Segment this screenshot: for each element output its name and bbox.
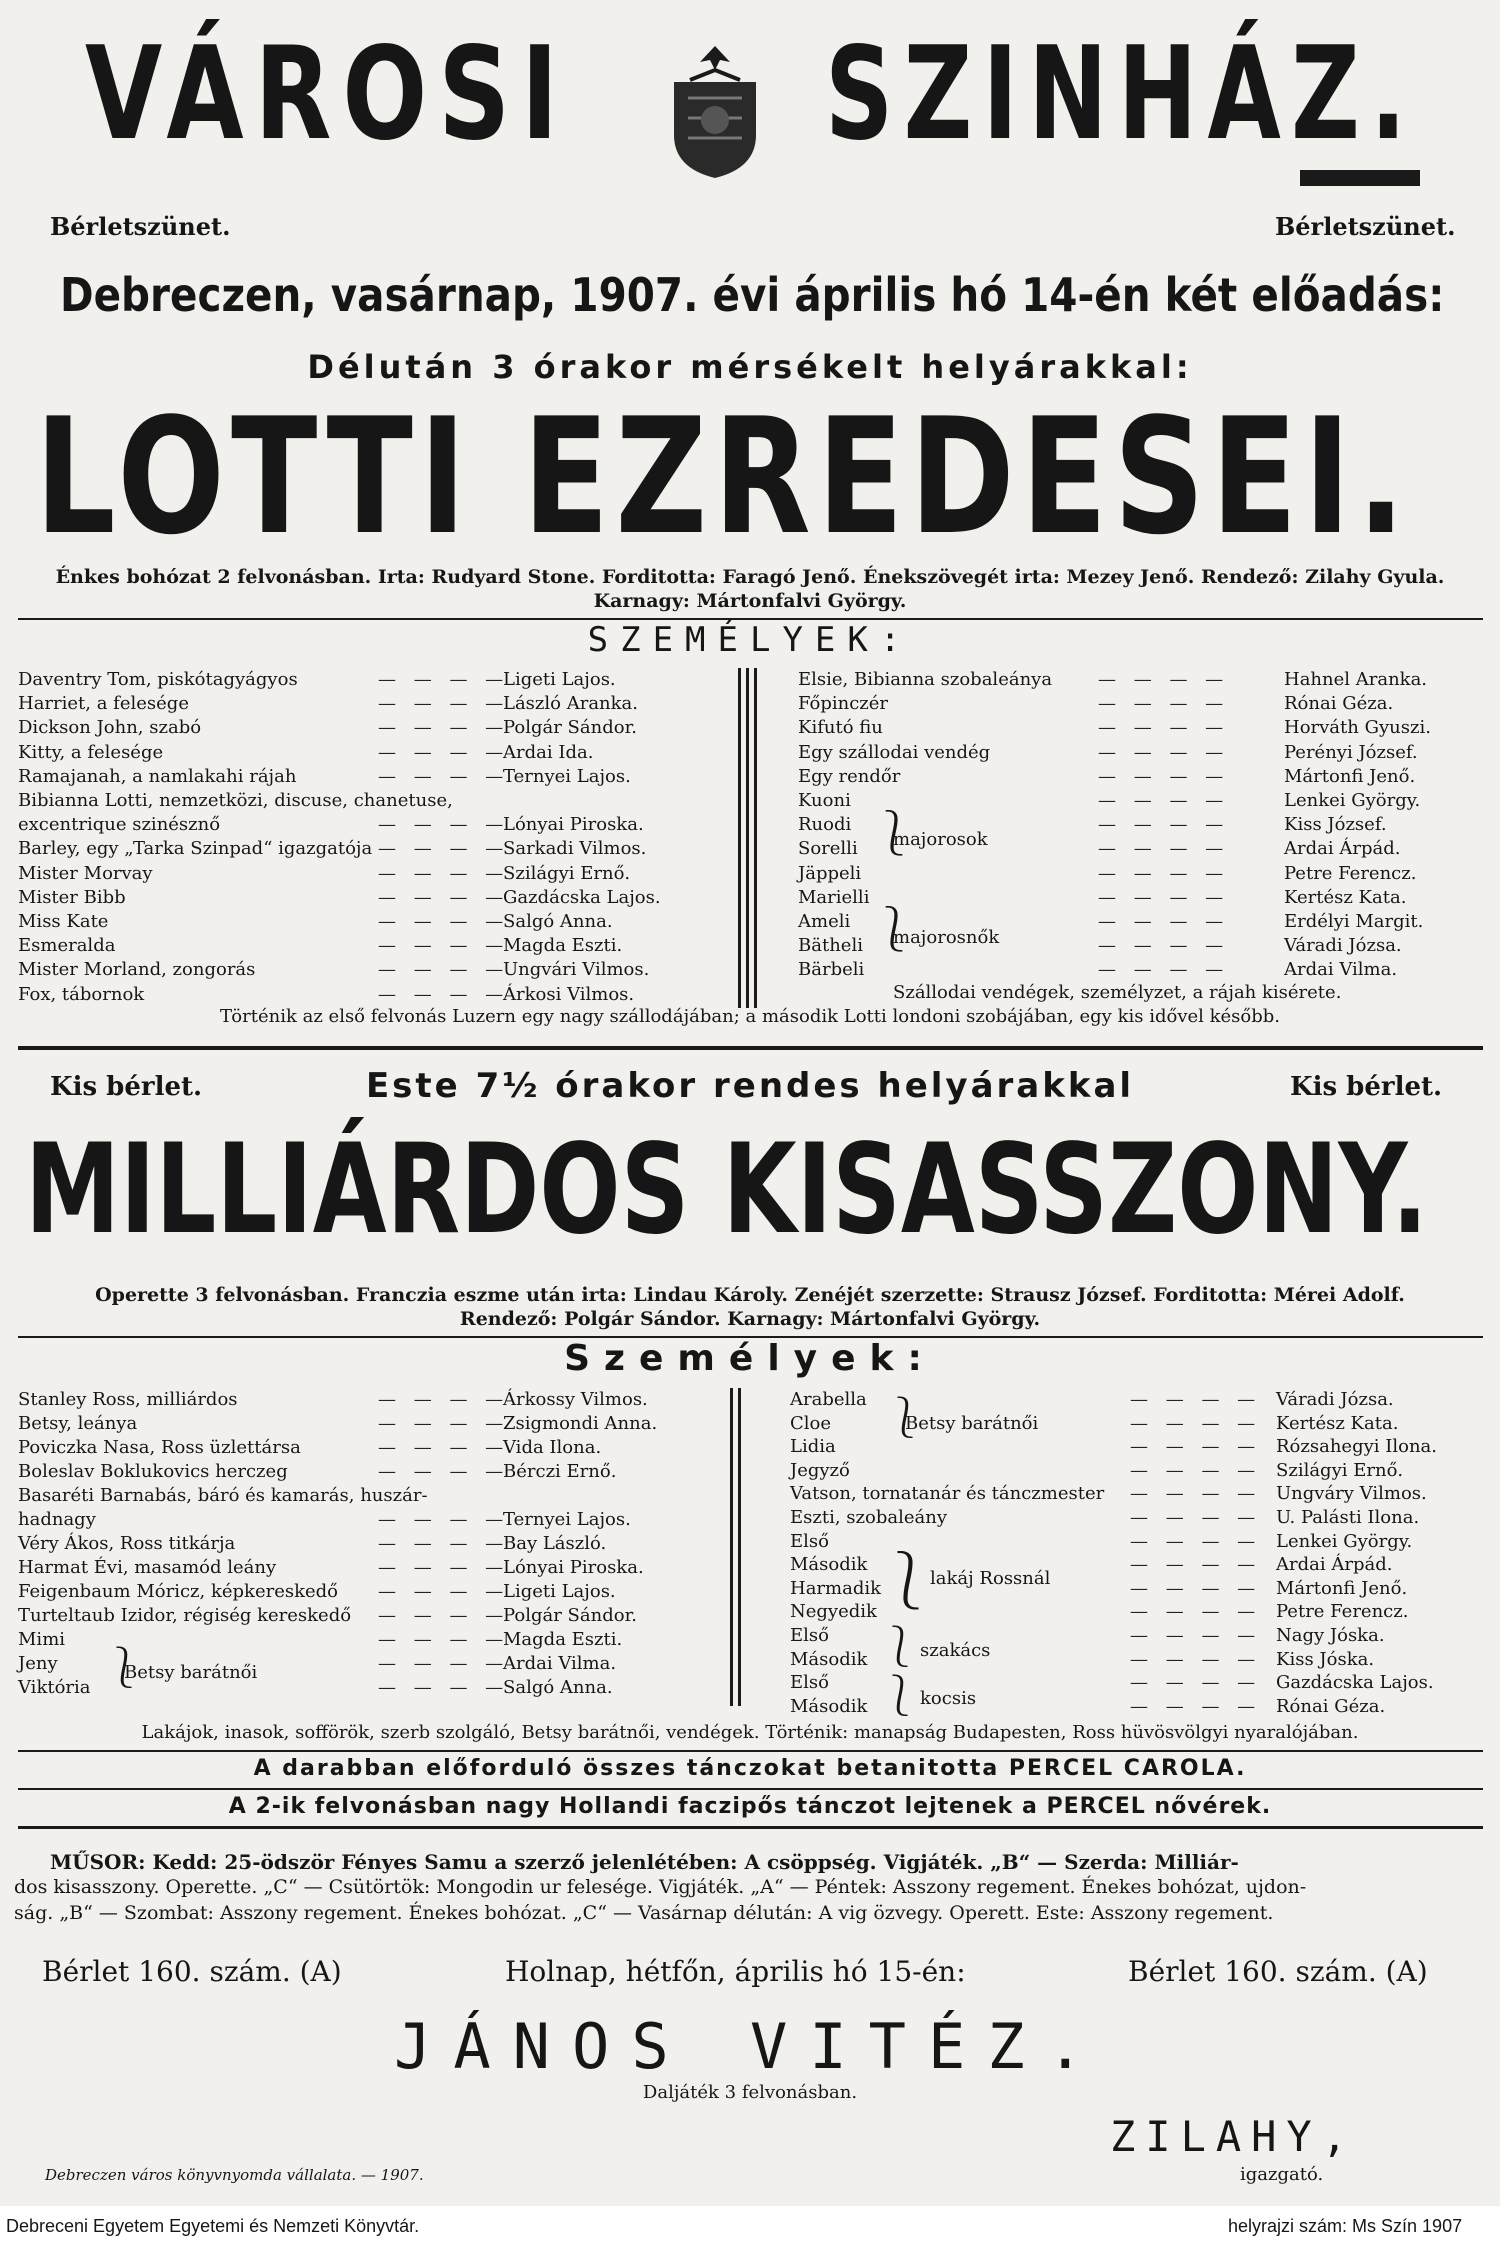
actor-name: Salgó Anna. xyxy=(503,911,613,932)
leader-dashes: — — — — xyxy=(1130,1459,1262,1481)
cast-row xyxy=(790,1459,1488,1483)
actor-name: Szilágyi Ernő. xyxy=(503,862,631,884)
leader-dashes: — — — — xyxy=(1098,814,1230,836)
leader-dashes: — — — — xyxy=(378,886,510,908)
role-name: Daventry Tom, piskótagyágyos xyxy=(18,669,298,690)
leader-dashes: — — — — xyxy=(378,669,510,690)
program-line-3: ság. „B“ — Szombat: Asszony regement. Énekes bohózat. „C“ — Vasárnap délután: A vig özvegy. Operett. Este: Asszony regement. xyxy=(14,1902,1274,1924)
header-right-note: Bérletszünet. xyxy=(1275,212,1456,241)
cast-row xyxy=(18,1508,718,1532)
right-group-1: Betsy barátnői xyxy=(905,1413,1039,1434)
group-women: majorosnők xyxy=(893,927,1000,948)
cast-row xyxy=(18,837,718,861)
cast-row xyxy=(18,741,718,765)
cast-row xyxy=(18,1556,718,1580)
leader-dashes: — — — — xyxy=(1130,1672,1262,1694)
cast-row xyxy=(18,765,718,789)
signature-name: ZILAHY, xyxy=(1110,2112,1358,2161)
play1-extras: Szállodai vendégek, személyzet, a rájah kisérete. xyxy=(893,982,1342,1003)
signature-role: igazgató. xyxy=(1240,2164,1324,2185)
actor-name: Ungvári Vilmos. xyxy=(503,959,650,981)
leader-dashes: — — — — xyxy=(378,693,510,715)
archive-footer xyxy=(0,2206,1500,2242)
leader-dashes: — — — — xyxy=(378,959,510,981)
leader-dashes: — — — — xyxy=(1130,1436,1262,1458)
actor-name: Gazdácska Lajos. xyxy=(503,886,661,908)
leader-dashes: — — — — xyxy=(378,1557,510,1578)
actor-name: Gazdácska Lajos. xyxy=(1276,1672,1434,1694)
role-name: Kuoni xyxy=(798,790,851,811)
leader-dashes: — — — — xyxy=(1130,1601,1262,1623)
leader-dashes: — — — — xyxy=(1130,1648,1262,1670)
actor-name: Nagy Jóska. xyxy=(1276,1625,1385,1646)
column-divider xyxy=(738,1388,741,1706)
role-name: Esmeralda xyxy=(18,935,116,957)
leader-dashes: — — — — xyxy=(378,814,510,836)
leader-dashes: — — — — xyxy=(378,983,510,1005)
title-underline xyxy=(1300,170,1420,186)
play2-extras: Lakájok, inasok, sofförök, szerb szolgáló, Betsy barátnői, vendégek. Történik: manapság Budapesten, Ross hüvösvölgyi nyaralójában. xyxy=(141,1722,1359,1743)
leader-dashes: — — — — xyxy=(1098,741,1230,763)
role-name: Negyedik xyxy=(790,1601,877,1623)
brace-icon: ⎱ xyxy=(885,1395,925,1441)
play2-cast-heading: Személyek: xyxy=(564,1338,936,1379)
leader-dashes: — — — — xyxy=(378,765,510,787)
leader-dashes: — — — — xyxy=(378,1533,510,1554)
cast-row xyxy=(18,910,718,934)
cast-row xyxy=(18,983,718,1007)
role-name: Első xyxy=(790,1625,829,1646)
actor-name: Árkossy Vilmos. xyxy=(503,1389,648,1410)
role-name: Cloe xyxy=(790,1412,832,1434)
leader-dashes: — — — — xyxy=(378,838,510,860)
role-name: Jegyző xyxy=(790,1459,850,1481)
leader-dashes: — — — — xyxy=(378,911,510,932)
leader-dashes: — — — — xyxy=(378,1629,510,1650)
role-name: Marielli xyxy=(798,886,870,908)
role-name: Ramajanah, a namlakahi rájah xyxy=(18,765,297,787)
actor-name: Zsigmondi Anna. xyxy=(503,1413,658,1434)
left-group-label: Betsy barátnői xyxy=(124,1662,258,1683)
role-name: Mimi xyxy=(18,1629,66,1650)
leader-dashes: — — — — xyxy=(378,935,510,957)
leader-dashes: — — — — xyxy=(378,1677,510,1698)
role-name: Fox, tábornok xyxy=(18,983,145,1005)
role-name: Sorelli xyxy=(798,838,858,860)
play2-time-line: Este 7½ órakor rendes helyárakkal xyxy=(365,1066,1135,1106)
role-name: Második xyxy=(790,1554,868,1576)
play1-cast-heading: SZEMÉLYEK: xyxy=(587,620,913,660)
dance-note-1: A darabban előforduló összes tánczokat betanitotta PERCEL CAROLA. xyxy=(253,1756,1247,1781)
leader-dashes: — — — — xyxy=(1098,838,1230,860)
actor-name: Mártonfi Jenő. xyxy=(1284,765,1416,787)
cast-row xyxy=(18,862,718,886)
divider xyxy=(18,1750,1483,1752)
right-group-2: lakáj Rossnál xyxy=(930,1568,1051,1589)
actor-name: Vida Ilona. xyxy=(503,1437,602,1458)
leader-dashes: — — — — xyxy=(1130,1577,1262,1599)
cast-row xyxy=(18,886,718,910)
cast-row xyxy=(18,958,718,982)
cast-row xyxy=(18,1580,718,1604)
role-name: Poviczka Nasa, Ross üzlettársa xyxy=(18,1437,301,1458)
printer-note: Debreczen város könyvnyomda vállalata. — 1907. xyxy=(45,2166,424,2184)
role-name: Basaréti Barnabás, báró és kamarás, huszár- xyxy=(18,1485,428,1506)
cast-row xyxy=(18,1460,718,1484)
tomorrow-subtitle: Daljáték 3 felvonásban. xyxy=(642,2082,858,2103)
actor-name: Lónyai Piroska. xyxy=(503,814,644,836)
leader-dashes: — — — — xyxy=(378,1509,510,1530)
actor-name: Ternyei Lajos. xyxy=(503,1509,631,1530)
tomorrow-center: Holnap, hétfőn, április hó 15-én: xyxy=(505,1955,966,1988)
actor-name: Árkosi Vilmos. xyxy=(503,983,635,1005)
role-name: Második xyxy=(790,1695,868,1717)
actor-name: Kertész Kata. xyxy=(1284,886,1407,908)
coat-of-arms-icon xyxy=(660,40,770,180)
brace-icon: ⎱ xyxy=(104,1645,144,1691)
tomorrow-title: JÁNOS VITÉZ. xyxy=(394,2010,1106,2083)
right-group-3: szakács xyxy=(920,1640,991,1661)
actor-name: Ternyei Lajos. xyxy=(503,765,631,787)
role-name: Kitty, a felesége xyxy=(18,741,164,763)
actor-name: Petre Ferencz. xyxy=(1276,1601,1409,1623)
group-men: majorosok xyxy=(893,829,988,850)
role-name: Első xyxy=(790,1672,829,1694)
role-name: Egy szállodai vendég xyxy=(798,741,991,763)
actor-name: Ardai Árpád. xyxy=(1284,838,1401,860)
actor-name: Polgár Sándor. xyxy=(503,717,637,739)
leader-dashes: — — — — xyxy=(1130,1625,1262,1646)
leader-dashes: — — — — xyxy=(1130,1554,1262,1576)
actor-name: Szilágyi Ernő. xyxy=(1276,1459,1404,1481)
role-name: Bärbeli xyxy=(798,959,865,981)
actor-name: Magda Eszti. xyxy=(503,1629,623,1650)
role-name: Boleslav Boklukovics herczeg xyxy=(18,1461,288,1482)
play2-credits-2: Rendező: Polgár Sándor. Karnagy: Mártonfalvi György. xyxy=(459,1308,1041,1330)
role-name: Turteltaub Izidor, régiség kereskedő xyxy=(18,1605,352,1626)
leader-dashes: — — — — xyxy=(1130,1483,1262,1505)
date-line: Debreczen, vasárnap, 1907. évi április hó 14-én két előadás: xyxy=(60,268,1445,322)
leader-dashes: — — — — xyxy=(1130,1507,1262,1528)
leader-dashes: — — — — xyxy=(1098,886,1230,908)
role-name: Bätheli xyxy=(798,935,863,957)
role-name: excentrique szinésznő xyxy=(18,814,221,836)
leader-dashes: — — — — xyxy=(378,1437,510,1458)
leader-dashes: — — — — xyxy=(378,1605,510,1626)
role-name: Jeny xyxy=(18,1653,58,1674)
role-name: hadnagy xyxy=(18,1509,96,1530)
role-name: Ruodi xyxy=(798,814,852,836)
column-divider xyxy=(754,668,757,1008)
actor-name: Polgár Sándor. xyxy=(503,1605,637,1626)
play1-setting: Történik az első felvonás Luzern egy nagy szállodájában; a második Lotti londoni szobájában, egy kis idővel később. xyxy=(219,1006,1281,1027)
actor-name: László Aranka. xyxy=(503,693,639,715)
actor-name: Váradi Józsa. xyxy=(1276,1389,1394,1410)
actor-name: Kertész Kata. xyxy=(1276,1412,1399,1434)
right-group-4: kocsis xyxy=(920,1688,977,1709)
actor-name: Lenkei György. xyxy=(1284,790,1421,811)
leader-dashes: — — — — xyxy=(378,717,510,739)
actor-name: Horváth Gyuszi. xyxy=(1284,717,1431,739)
cast-row xyxy=(798,741,1488,765)
role-name: Első xyxy=(790,1530,829,1552)
tomorrow-left: Bérlet 160. szám. (A) xyxy=(42,1955,342,1988)
role-name: Második xyxy=(790,1648,868,1670)
actor-name: Bérczi Ernő. xyxy=(503,1461,617,1482)
leader-dashes: — — — — xyxy=(1130,1695,1262,1717)
actor-name: Rónai Géza. xyxy=(1276,1695,1386,1717)
leader-dashes: — — — — xyxy=(1098,959,1230,981)
brace-icon: ⎱ xyxy=(872,904,916,955)
leader-dashes: — — — — xyxy=(1098,911,1230,932)
leader-dashes: — — — — xyxy=(378,1461,510,1482)
leader-dashes: — — — — xyxy=(378,1389,510,1410)
title-left: VÁROSI xyxy=(85,20,570,169)
brace-icon: ⎱ xyxy=(880,1549,936,1614)
actor-name: Mártonfi Jenő. xyxy=(1276,1577,1408,1599)
leader-dashes: — — — — xyxy=(378,1413,510,1434)
play1-credits: Énkes bohózat 2 felvonásban. Irta: Rudyard Stone. Forditotta: Faragó Jenő. Énekszövegét irta: Mezey Jenő. Rendező: Zilahy Gyula. xyxy=(55,566,1445,588)
role-name: Bibianna Lotti, nemzetközi, discuse, chanetuse, xyxy=(18,790,453,811)
actor-name: Ardai Árpád. xyxy=(1276,1554,1393,1576)
title-right: SZINHÁZ. xyxy=(825,20,1417,169)
role-name: Harriet, a felesége xyxy=(18,693,189,715)
role-name: Betsy, leánya xyxy=(18,1413,138,1434)
role-name: Miss Kate xyxy=(18,911,109,932)
role-name: Dickson John, szabó xyxy=(18,717,202,739)
role-name: Harmadik xyxy=(790,1577,882,1599)
brace-icon: ⎱ xyxy=(872,808,916,859)
column-divider xyxy=(730,1388,733,1706)
role-name: Lidia xyxy=(790,1436,836,1458)
actor-name: Rózsahegyi Ilona. xyxy=(1276,1436,1438,1458)
actor-name: Erdélyi Margit. xyxy=(1284,911,1424,932)
actor-name: Lónyai Piroska. xyxy=(503,1557,644,1578)
role-name: Kifutó fiu xyxy=(798,717,883,739)
cast-row xyxy=(790,1506,1488,1530)
cast-row xyxy=(18,1388,718,1412)
cast-row xyxy=(798,765,1488,789)
cast-row xyxy=(18,1436,718,1460)
role-name: Elsie, Bibianna szobaleánya xyxy=(798,669,1053,690)
actor-name: Magda Eszti. xyxy=(503,935,623,957)
role-name: Vatson, tornatanár és tánczmester xyxy=(790,1483,1105,1505)
actor-name: Ardai Ida. xyxy=(503,741,594,763)
leader-dashes: — — — — xyxy=(1098,765,1230,787)
play2-credits: Operette 3 felvonásban. Franczia eszme után irta: Lindau Károly. Zenéjét szerzette: Strausz József. Forditotta: Mérei Adolf. xyxy=(95,1284,1405,1306)
cast-row xyxy=(18,1412,718,1436)
column-divider xyxy=(746,668,749,1008)
actor-name: Bay László. xyxy=(503,1533,607,1554)
leader-dashes: — — — — xyxy=(378,741,510,763)
actor-name: Rónai Géza. xyxy=(1284,693,1394,715)
role-name: Jäppeli xyxy=(798,862,862,884)
footer-right: helyrajzi szám: Ms Szín 1907 xyxy=(1228,2216,1463,2236)
header-left-note: Bérletszünet. xyxy=(50,212,231,241)
actor-name: Salgó Anna. xyxy=(503,1677,613,1698)
role-name: Viktória xyxy=(18,1677,91,1698)
play1-credits-2: Karnagy: Mártonfalvi György. xyxy=(593,590,907,612)
actor-name: Ligeti Lajos. xyxy=(503,669,616,690)
leader-dashes: — — — — xyxy=(1130,1412,1262,1434)
cast-row xyxy=(18,813,718,837)
divider xyxy=(18,1826,1483,1829)
role-name: Feigenbaum Móricz, képkereskedő xyxy=(18,1581,339,1602)
leader-dashes: — — — — xyxy=(378,1581,510,1602)
program-line-2: dos kisasszony. Operette. „C“ — Csütörtök: Mongodin ur felesége. Vigjáték. „A“ — Péntek: Asszony regement. Énekes bohózat, ujdon- xyxy=(14,1876,1307,1898)
role-name: Arabella xyxy=(790,1389,867,1410)
actor-name: Ardai Vilma. xyxy=(1284,959,1398,981)
cast-row xyxy=(798,862,1488,886)
cast-row xyxy=(18,692,718,716)
column-divider xyxy=(738,668,741,1008)
actor-name: Sarkadi Vilmos. xyxy=(503,838,647,860)
leader-dashes: — — — — xyxy=(1130,1389,1262,1410)
cast-row xyxy=(798,692,1488,716)
leader-dashes: — — — — xyxy=(378,862,510,884)
role-name: Egy rendőr xyxy=(798,765,901,787)
actor-name: Ungváry Vilmos. xyxy=(1276,1483,1427,1505)
brace-icon: ⎱ xyxy=(880,1673,920,1719)
cast-row xyxy=(798,958,1488,982)
cast-row xyxy=(18,1532,718,1556)
divider xyxy=(18,1046,1483,1050)
afternoon-line: Délután 3 órakor mérsékelt helyárakkal: xyxy=(307,348,1193,386)
actor-name: U. Palásti Ilona. xyxy=(1276,1507,1420,1528)
actor-name: Petre Ferencz. xyxy=(1284,862,1417,884)
play2-right-note: Kis bérlet. xyxy=(1290,1072,1443,1102)
brace-icon: ⎱ xyxy=(880,1624,920,1670)
role-name: Véry Ákos, Ross titkárja xyxy=(18,1533,236,1554)
play2-title: MILLIÁRDOS KISASSZONY. xyxy=(25,1118,1428,1262)
leader-dashes: — — — — xyxy=(1098,935,1230,957)
divider xyxy=(18,1788,1483,1790)
dance-note-2: A 2-ik felvonásban nagy Hollandi faczipős tánczot lejtenek a PERCEL nővérek. xyxy=(228,1794,1272,1819)
role-name: Főpinczér xyxy=(798,693,889,715)
actor-name: Hahnel Aranka. xyxy=(1284,669,1428,690)
actor-name: Ligeti Lajos. xyxy=(503,1581,616,1602)
leader-dashes: — — — — xyxy=(1098,790,1230,811)
leader-dashes: — — — — xyxy=(1130,1530,1262,1552)
cast-row xyxy=(18,1604,718,1628)
cast-row xyxy=(18,1484,718,1508)
role-name: Mister Bibb xyxy=(18,886,126,908)
role-name: Eszti, szobaleány xyxy=(790,1507,948,1528)
actor-name: Lenkei György. xyxy=(1276,1530,1413,1552)
cast-row xyxy=(18,789,718,813)
leader-dashes: — — — — xyxy=(1098,693,1230,715)
cast-row xyxy=(798,668,1488,692)
actor-name: Ardai Vilma. xyxy=(503,1653,617,1674)
actor-name: Kiss József. xyxy=(1284,814,1387,836)
cast-row xyxy=(18,668,718,692)
cast-row xyxy=(798,716,1488,740)
role-name: Mister Morland, zongorás xyxy=(18,959,256,981)
role-name: Harmat Évi, masamód leány xyxy=(18,1557,277,1578)
cast-row xyxy=(18,716,718,740)
actor-name: Váradi Józsa. xyxy=(1284,935,1402,957)
actor-name: Kiss Jóska. xyxy=(1276,1648,1375,1670)
actor-name: Perényi József. xyxy=(1284,741,1418,763)
leader-dashes: — — — — xyxy=(1098,862,1230,884)
leader-dashes: — — — — xyxy=(378,1653,510,1674)
leader-dashes: — — — — xyxy=(1098,717,1230,739)
program-line-1: MŰSOR: Kedd: 25-ödször Fényes Samu a szerző jelenlétében: A csöppség. Vigjáték. „B“ — Szerda: Milliár- xyxy=(50,1850,1239,1874)
role-name: Mister Morvay xyxy=(18,862,153,884)
play2-left-note: Kis bérlet. xyxy=(50,1072,203,1102)
play1-title: LOTTI EZREDESEI. xyxy=(35,383,1412,570)
role-name: Barley, egy „Tarka Szinpad“ igazgatója xyxy=(18,838,373,860)
leader-dashes: — — — — xyxy=(1098,669,1230,690)
role-name: Ameli xyxy=(798,911,851,932)
cast-row xyxy=(790,1482,1488,1506)
footer-left: Debreceni Egyetem Egyetemi és Nemzeti Könyvtár. xyxy=(6,2216,420,2236)
tomorrow-right: Bérlet 160. szám. (A) xyxy=(1128,1955,1428,1988)
cast-row xyxy=(18,934,718,958)
role-name: Stanley Ross, milliárdos xyxy=(18,1389,238,1410)
